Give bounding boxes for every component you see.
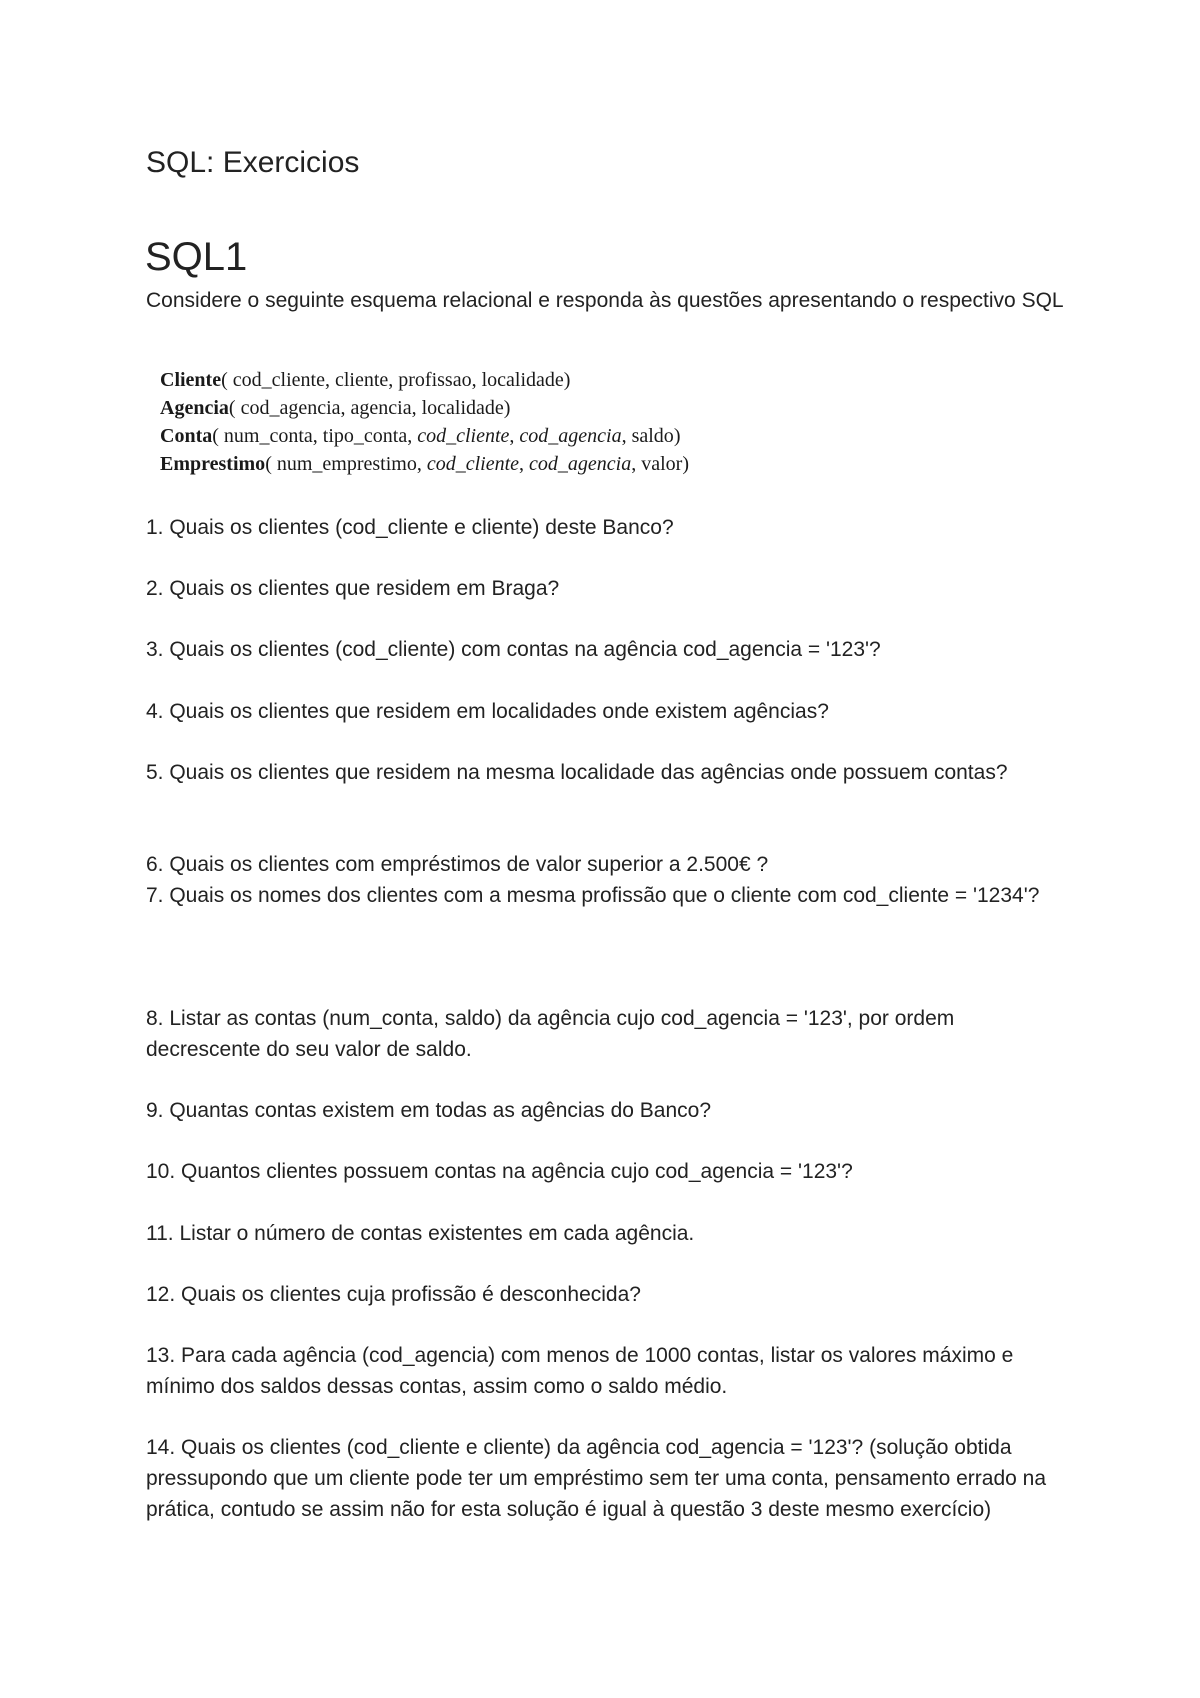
relation-attribute: cod_agencia xyxy=(529,453,632,475)
schema-relation-cliente: Cliente( cod_cliente, cliente, profissao, localidade) xyxy=(160,369,571,391)
question-2: 2. Quais os clientes que residem em Braga? xyxy=(146,577,560,600)
question-5: 5. Quais os clientes que residem na mesma localidade das agências onde possuem contas? xyxy=(146,761,1008,784)
question-1: 1. Quais os clientes (cod_cliente e cliente) deste Banco? xyxy=(146,516,674,539)
relation-attribute: cliente xyxy=(334,369,389,391)
relation-attribute: localidade xyxy=(421,397,504,419)
document-title: SQL: Exercicios xyxy=(146,146,360,179)
schema-relation-conta: Conta( num_conta, tipo_conta, cod_cliente, cod_agencia, saldo) xyxy=(160,425,681,447)
relation-attribute: tipo_conta xyxy=(322,425,408,447)
question-8: 8. Listar as contas (num_conta, saldo) da agência cujo cod_agencia = '123', por ordem decrescente do seu valor de saldo. xyxy=(146,1007,955,1061)
relation-open-paren: ( xyxy=(265,453,277,475)
relation-close-paren: ) xyxy=(503,397,511,419)
relation-attribute: cod_cliente xyxy=(417,425,510,447)
relation-attribute: cod_agencia xyxy=(240,397,341,419)
relation-name: Agencia xyxy=(160,397,229,419)
relation-name: Emprestimo xyxy=(160,453,266,475)
relation-open-paren: ( xyxy=(212,425,224,447)
section-title: SQL1 xyxy=(145,235,248,279)
relation-close-paren: ) xyxy=(682,453,689,475)
intro-text: Considere o seguinte esquema relacional e responda às questões apresentando o respectivo SQL xyxy=(146,289,1064,312)
relation-attribute: saldo xyxy=(631,425,674,447)
relation-open-paren: ( xyxy=(228,397,241,419)
relation-close-paren: ) xyxy=(673,425,681,447)
question-4: 4. Quais os clientes que residem em localidades onde existem agências? xyxy=(146,700,829,723)
question-10: 10. Quantos clientes possuem contas na agência cujo cod_agencia = '123'? xyxy=(146,1160,853,1183)
question-11: 11. Listar o número de contas existentes em cada agência. xyxy=(146,1222,695,1245)
relation-attribute: num_emprestimo xyxy=(276,453,417,475)
relation-open-paren: ( xyxy=(221,369,233,391)
question-3: 3. Quais os clientes (cod_cliente) com contas na agência cod_agencia = '123'? xyxy=(146,638,881,661)
relational-schema xyxy=(160,366,689,478)
question-12: 12. Quais os clientes cuja profissão é desconhecida? xyxy=(146,1283,641,1306)
relation-attribute: cod_cliente xyxy=(232,369,325,391)
relation-name: Conta xyxy=(160,425,213,447)
question-7: 7. Quais os nomes dos clientes com a mesma profissão que o cliente com cod_cliente = '1234'? xyxy=(146,884,1040,907)
relation-attribute: num_conta xyxy=(223,425,313,447)
schema-relation-agencia: Agencia( cod_agencia, agencia, localidade) xyxy=(160,397,511,419)
relation-attribute: valor xyxy=(641,453,683,475)
question-6: 6. Quais os clientes com empréstimos de valor superior a 2.500€ ? xyxy=(146,853,769,876)
question-14: 14. Quais os clientes (cod_cliente e cliente) da agência cod_agencia = '123'? (solução obtida pressupondo que um cliente pode ter um empréstimo sem ter uma conta, pensamento errado na prática, contudo se assim não for esta solução é igual à questão 3 deste mesmo exercício) xyxy=(146,1436,1046,1521)
relation-name: Cliente xyxy=(160,369,222,391)
question-9: 9. Quantas contas existem em todas as agências do Banco? xyxy=(146,1099,712,1122)
relation-attribute: profissao xyxy=(398,369,472,391)
relation-attribute: localidade xyxy=(481,369,564,391)
relation-attribute: cod_cliente xyxy=(426,453,520,475)
schema-relation-emprestimo: Emprestimo( num_emprestimo, cod_cliente, cod_agencia, valor) xyxy=(160,453,689,475)
relation-attribute: agencia xyxy=(350,397,412,419)
relation-attribute: cod_agencia xyxy=(519,425,622,447)
question-13: 13. Para cada agência (cod_agencia) com menos de 1000 contas, listar os valores máximo e mínimo dos saldos dessas contas, assim como o saldo médio. xyxy=(146,1344,1014,1398)
relation-close-paren: ) xyxy=(563,369,571,391)
